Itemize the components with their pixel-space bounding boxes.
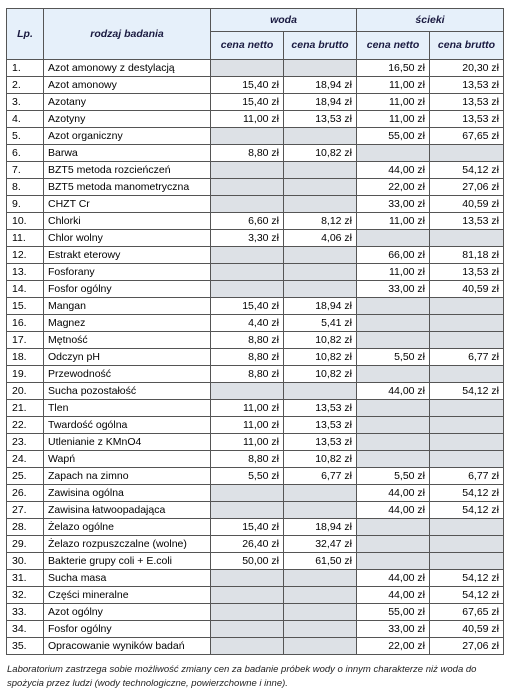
table-row: [7, 315, 504, 332]
sewage-net-price: 44,00 zł: [357, 502, 430, 519]
row-test-name: Żelazo ogólne: [44, 519, 211, 536]
water-gross-price: [284, 162, 357, 179]
sewage-net-price: 16,50 zł: [357, 60, 430, 77]
row-lp: 10.: [7, 213, 44, 230]
row-test-name: Azot amonowy: [44, 77, 211, 94]
table-row: [7, 536, 504, 553]
water-gross-price: 18,94 zł: [284, 519, 357, 536]
sewage-gross-price: 54,12 zł: [430, 570, 504, 587]
row-lp: 16.: [7, 315, 44, 332]
water-gross-price: 13,53 zł: [284, 111, 357, 128]
sewage-gross-price: 13,53 zł: [430, 94, 504, 111]
water-gross-price: 4,06 zł: [284, 230, 357, 247]
table-row: [7, 485, 504, 502]
sewage-gross-price: [430, 298, 504, 315]
sewage-gross-price: [430, 332, 504, 349]
table-header: [7, 9, 504, 60]
water-gross-price: [284, 485, 357, 502]
row-lp: 30.: [7, 553, 44, 570]
row-test-name: Przewodność: [44, 366, 211, 383]
water-gross-price: [284, 179, 357, 196]
table-row: [7, 502, 504, 519]
row-lp: 35.: [7, 638, 44, 655]
table-row: [7, 468, 504, 485]
row-test-name: BZT5 metoda manometryczna: [44, 179, 211, 196]
table-row: [7, 179, 504, 196]
row-test-name: Zapach na zimno: [44, 468, 211, 485]
row-lp: 9.: [7, 196, 44, 213]
sewage-gross-price: 6,77 zł: [430, 349, 504, 366]
water-gross-price: 13,53 zł: [284, 434, 357, 451]
water-gross-price: 10,82 zł: [284, 366, 357, 383]
water-net-price: 5,50 zł: [211, 468, 284, 485]
water-net-price: 11,00 zł: [211, 417, 284, 434]
table-row: [7, 77, 504, 94]
row-test-name: Azot ogólny: [44, 604, 211, 621]
row-test-name: Chlor wolny: [44, 230, 211, 247]
sewage-net-price: 33,00 zł: [357, 196, 430, 213]
row-test-name: BZT5 metoda rozcieńczeń: [44, 162, 211, 179]
water-gross-price: 18,94 zł: [284, 94, 357, 111]
water-gross-price: [284, 570, 357, 587]
water-net-price: 11,00 zł: [211, 111, 284, 128]
water-net-price: [211, 247, 284, 264]
row-lp: 8.: [7, 179, 44, 196]
table-row: [7, 111, 504, 128]
water-net-price: 8,80 zł: [211, 332, 284, 349]
row-lp: 34.: [7, 621, 44, 638]
table-row: [7, 570, 504, 587]
sewage-gross-price: 54,12 zł: [430, 485, 504, 502]
table-row: [7, 128, 504, 145]
water-net-price: 8,80 zł: [211, 451, 284, 468]
header-test-type: rodzaj badania: [44, 9, 211, 60]
row-lp: 18.: [7, 349, 44, 366]
row-lp: 17.: [7, 332, 44, 349]
sewage-net-price: 44,00 zł: [357, 162, 430, 179]
table-row: [7, 162, 504, 179]
row-lp: 32.: [7, 587, 44, 604]
water-net-price: [211, 60, 284, 77]
price-list: [6, 8, 503, 691]
header-sewage-gross: cena brutto: [430, 32, 504, 60]
header-water-gross: cena brutto: [284, 32, 357, 60]
sewage-gross-price: 54,12 zł: [430, 383, 504, 400]
row-test-name: Bakterie grupy coli + E.coli: [44, 553, 211, 570]
water-gross-price: [284, 196, 357, 213]
sewage-net-price: 33,00 zł: [357, 281, 430, 298]
row-test-name: Azot organiczny: [44, 128, 211, 145]
row-lp: 19.: [7, 366, 44, 383]
table-row: [7, 281, 504, 298]
water-gross-price: 18,94 zł: [284, 298, 357, 315]
sewage-gross-price: 81,18 zł: [430, 247, 504, 264]
sewage-gross-price: [430, 553, 504, 570]
table-row: [7, 604, 504, 621]
water-gross-price: [284, 587, 357, 604]
water-net-price: 4,40 zł: [211, 315, 284, 332]
water-gross-price: 61,50 zł: [284, 553, 357, 570]
sewage-net-price: [357, 230, 430, 247]
water-net-price: [211, 196, 284, 213]
table-row: [7, 400, 504, 417]
row-lp: 20.: [7, 383, 44, 400]
water-net-price: [211, 621, 284, 638]
sewage-gross-price: 13,53 zł: [430, 111, 504, 128]
row-lp: 15.: [7, 298, 44, 315]
sewage-net-price: 44,00 zł: [357, 570, 430, 587]
row-test-name: Opracowanie wyników badań: [44, 638, 211, 655]
water-net-price: 3,30 zł: [211, 230, 284, 247]
row-test-name: Estrakt eterowy: [44, 247, 211, 264]
row-test-name: Mętność: [44, 332, 211, 349]
table-row: [7, 298, 504, 315]
sewage-gross-price: 54,12 zł: [430, 502, 504, 519]
footnote: Laboratorium zastrzega sobie możliwość zmiany cen za badanie próbek wody o innym charakterze niż woda do spożycia przez ludzi (wody technologiczne, powierzchowne i inne).: [7, 664, 477, 689]
row-lp: 28.: [7, 519, 44, 536]
water-net-price: [211, 485, 284, 502]
row-lp: 22.: [7, 417, 44, 434]
row-lp: 21.: [7, 400, 44, 417]
water-gross-price: [284, 621, 357, 638]
row-lp: 1.: [7, 60, 44, 77]
row-lp: 27.: [7, 502, 44, 519]
sewage-gross-price: 13,53 zł: [430, 77, 504, 94]
row-lp: 2.: [7, 77, 44, 94]
water-net-price: 15,40 zł: [211, 77, 284, 94]
sewage-net-price: 11,00 zł: [357, 213, 430, 230]
sewage-net-price: [357, 145, 430, 162]
row-test-name: Azotyny: [44, 111, 211, 128]
table-row: [7, 366, 504, 383]
sewage-gross-price: 13,53 zł: [430, 213, 504, 230]
water-net-price: 15,40 zł: [211, 519, 284, 536]
table-row: [7, 196, 504, 213]
water-gross-price: [284, 502, 357, 519]
row-lp: 33.: [7, 604, 44, 621]
sewage-net-price: 11,00 zł: [357, 94, 430, 111]
header-water-net: cena netto: [211, 32, 284, 60]
sewage-gross-price: 40,59 zł: [430, 196, 504, 213]
table-row: [7, 621, 504, 638]
sewage-gross-price: [430, 315, 504, 332]
row-test-name: Twardość ogólna: [44, 417, 211, 434]
water-net-price: [211, 179, 284, 196]
water-net-price: 6,60 zł: [211, 213, 284, 230]
water-gross-price: 10,82 zł: [284, 145, 357, 162]
row-lp: 26.: [7, 485, 44, 502]
sewage-net-price: [357, 315, 430, 332]
table-row: [7, 332, 504, 349]
sewage-net-price: [357, 417, 430, 434]
sewage-gross-price: [430, 417, 504, 434]
sewage-net-price: 11,00 zł: [357, 264, 430, 281]
water-gross-price: 13,53 zł: [284, 400, 357, 417]
header-lp: Lp.: [7, 9, 44, 60]
sewage-gross-price: [430, 519, 504, 536]
row-test-name: Odczyn pH: [44, 349, 211, 366]
row-lp: 5.: [7, 128, 44, 145]
sewage-net-price: [357, 434, 430, 451]
table-row: [7, 587, 504, 604]
table-body: [7, 60, 504, 655]
table-row: [7, 553, 504, 570]
header-sewage: ścieki: [357, 9, 504, 32]
row-lp: 13.: [7, 264, 44, 281]
sewage-gross-price: [430, 536, 504, 553]
table-row: [7, 145, 504, 162]
row-test-name: Części mineralne: [44, 587, 211, 604]
water-gross-price: 13,53 zł: [284, 417, 357, 434]
water-gross-price: [284, 638, 357, 655]
row-test-name: Sucha pozostałość: [44, 383, 211, 400]
row-lp: 31.: [7, 570, 44, 587]
sewage-gross-price: 40,59 zł: [430, 281, 504, 298]
sewage-gross-price: [430, 366, 504, 383]
row-test-name: Zawisina ogólna: [44, 485, 211, 502]
row-test-name: Fosforany: [44, 264, 211, 281]
row-test-name: CHZT Cr: [44, 196, 211, 213]
table-row: [7, 247, 504, 264]
sewage-net-price: 22,00 zł: [357, 179, 430, 196]
water-gross-price: 10,82 zł: [284, 349, 357, 366]
row-lp: 11.: [7, 230, 44, 247]
water-net-price: [211, 128, 284, 145]
row-test-name: Sucha masa: [44, 570, 211, 587]
row-test-name: Fosfor ogólny: [44, 281, 211, 298]
sewage-net-price: 33,00 zł: [357, 621, 430, 638]
water-net-price: [211, 570, 284, 587]
sewage-net-price: [357, 553, 430, 570]
sewage-net-price: 5,50 zł: [357, 349, 430, 366]
water-net-price: [211, 587, 284, 604]
sewage-net-price: 44,00 zł: [357, 587, 430, 604]
water-net-price: 50,00 zł: [211, 553, 284, 570]
table-row: [7, 519, 504, 536]
sewage-gross-price: 27,06 zł: [430, 638, 504, 655]
water-net-price: [211, 264, 284, 281]
sewage-net-price: 11,00 zł: [357, 111, 430, 128]
water-net-price: [211, 281, 284, 298]
water-gross-price: [284, 383, 357, 400]
row-lp: 6.: [7, 145, 44, 162]
water-net-price: [211, 502, 284, 519]
sewage-gross-price: 20,30 zł: [430, 60, 504, 77]
water-net-price: 15,40 zł: [211, 94, 284, 111]
sewage-net-price: [357, 536, 430, 553]
water-gross-price: [284, 60, 357, 77]
sewage-gross-price: [430, 451, 504, 468]
row-lp: 23.: [7, 434, 44, 451]
sewage-net-price: [357, 519, 430, 536]
row-lp: 4.: [7, 111, 44, 128]
table-row: [7, 349, 504, 366]
water-gross-price: [284, 281, 357, 298]
water-net-price: 26,40 zł: [211, 536, 284, 553]
table-row: [7, 213, 504, 230]
water-net-price: 11,00 zł: [211, 400, 284, 417]
sewage-gross-price: 54,12 zł: [430, 162, 504, 179]
water-net-price: [211, 383, 284, 400]
sewage-net-price: 66,00 zł: [357, 247, 430, 264]
water-gross-price: [284, 128, 357, 145]
sewage-net-price: 44,00 zł: [357, 485, 430, 502]
table-row: [7, 60, 504, 77]
table-row: [7, 94, 504, 111]
sewage-net-price: [357, 298, 430, 315]
water-net-price: [211, 638, 284, 655]
header-water: woda: [211, 9, 357, 32]
sewage-net-price: [357, 332, 430, 349]
sewage-gross-price: [430, 434, 504, 451]
water-gross-price: 10,82 zł: [284, 332, 357, 349]
header-sewage-net: cena netto: [357, 32, 430, 60]
water-gross-price: 10,82 zł: [284, 451, 357, 468]
row-test-name: Mangan: [44, 298, 211, 315]
water-gross-price: [284, 264, 357, 281]
row-lp: 29.: [7, 536, 44, 553]
table-row: [7, 383, 504, 400]
row-test-name: Utlenianie z KMnO4: [44, 434, 211, 451]
sewage-gross-price: 6,77 zł: [430, 468, 504, 485]
row-lp: 12.: [7, 247, 44, 264]
row-test-name: Wapń: [44, 451, 211, 468]
sewage-gross-price: 67,65 zł: [430, 128, 504, 145]
table-row: [7, 417, 504, 434]
sewage-net-price: 11,00 zł: [357, 77, 430, 94]
water-net-price: 8,80 zł: [211, 145, 284, 162]
sewage-gross-price: [430, 145, 504, 162]
row-test-name: Azotany: [44, 94, 211, 111]
row-lp: 25.: [7, 468, 44, 485]
row-test-name: Chlorki: [44, 213, 211, 230]
sewage-gross-price: [430, 230, 504, 247]
water-net-price: 15,40 zł: [211, 298, 284, 315]
price-table: [6, 8, 504, 655]
sewage-net-price: [357, 400, 430, 417]
water-net-price: 8,80 zł: [211, 366, 284, 383]
water-net-price: 11,00 zł: [211, 434, 284, 451]
table-row: [7, 434, 504, 451]
row-test-name: Zawisina łatwoopadająca: [44, 502, 211, 519]
table-row: [7, 638, 504, 655]
row-test-name: Fosfor ogólny: [44, 621, 211, 638]
row-test-name: Barwa: [44, 145, 211, 162]
sewage-gross-price: 27,06 zł: [430, 179, 504, 196]
water-net-price: [211, 162, 284, 179]
sewage-gross-price: 67,65 zł: [430, 604, 504, 621]
water-gross-price: [284, 247, 357, 264]
row-test-name: Azot amonowy z destylacją: [44, 60, 211, 77]
row-test-name: Żelazo rozpuszczalne (wolne): [44, 536, 211, 553]
table-row: [7, 451, 504, 468]
sewage-net-price: 44,00 zł: [357, 383, 430, 400]
row-test-name: Tlen: [44, 400, 211, 417]
sewage-net-price: 55,00 zł: [357, 128, 430, 145]
water-gross-price: 18,94 zł: [284, 77, 357, 94]
water-net-price: 8,80 zł: [211, 349, 284, 366]
sewage-net-price: [357, 366, 430, 383]
row-lp: 3.: [7, 94, 44, 111]
water-gross-price: [284, 604, 357, 621]
sewage-net-price: [357, 451, 430, 468]
sewage-net-price: 55,00 zł: [357, 604, 430, 621]
row-lp: 14.: [7, 281, 44, 298]
water-gross-price: 8,12 zł: [284, 213, 357, 230]
sewage-gross-price: 54,12 zł: [430, 587, 504, 604]
sewage-gross-price: 40,59 zł: [430, 621, 504, 638]
sewage-net-price: 22,00 zł: [357, 638, 430, 655]
water-gross-price: 32,47 zł: [284, 536, 357, 553]
table-row: [7, 230, 504, 247]
water-gross-price: 6,77 zł: [284, 468, 357, 485]
row-lp: 24.: [7, 451, 44, 468]
table-row: [7, 264, 504, 281]
row-test-name: Magnez: [44, 315, 211, 332]
row-lp: 7.: [7, 162, 44, 179]
sewage-net-price: 5,50 zł: [357, 468, 430, 485]
water-net-price: [211, 604, 284, 621]
water-gross-price: 5,41 zł: [284, 315, 357, 332]
sewage-gross-price: 13,53 zł: [430, 264, 504, 281]
sewage-gross-price: [430, 400, 504, 417]
